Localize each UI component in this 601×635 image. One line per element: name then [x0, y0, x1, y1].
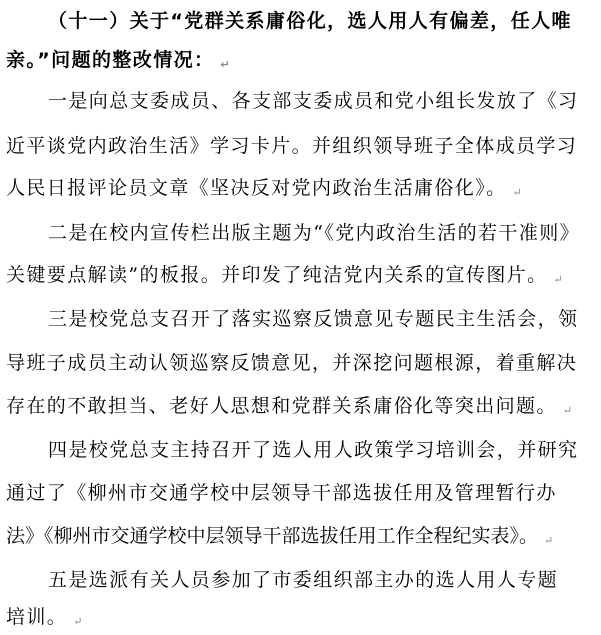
- paragraph-mark-icon: ↵: [562, 404, 573, 417]
- paragraph-text: 法》《柳州市交通学校中层领导干部选拔任用工作全程纪实表》。: [6, 525, 539, 547]
- paragraph-4-line-1: [48, 437, 578, 463]
- paragraph-2-line-2: [6, 262, 563, 293]
- paragraph-3-line-2: [6, 350, 577, 376]
- paragraph-3-line-1: [48, 306, 578, 332]
- paragraph-1-line-2: [6, 133, 577, 159]
- paragraph-4-line-3: [6, 523, 553, 554]
- paragraph-text: 存在的不敢担当、老好人思想和党群关系庸俗化等突出问题。: [6, 395, 557, 417]
- paragraph-3-line-3: [6, 393, 572, 424]
- paragraph-1-line-3: [6, 175, 522, 206]
- paragraph-2-line-1: [48, 220, 580, 246]
- paragraph-5-line-1: [48, 567, 558, 593]
- paragraph-text: 导班子成员主动认领巡察反馈意见，并深挖问题根源，着重解决: [6, 352, 578, 374]
- paragraph-mark-icon: ↵: [544, 534, 554, 547]
- paragraph-mark-icon: ↵: [220, 58, 230, 71]
- paragraph-text: 人民日报评论员文章《坚决反对党内政治生活庸俗化》。: [6, 177, 507, 199]
- section-heading-text-1: （十一）关于“党群关系庸俗化，选人用人有偏差，任人唯: [48, 10, 572, 32]
- section-heading-line-1: [48, 8, 572, 34]
- paragraph-text: 二是在校内宣传栏出版主题为“《党内政治生活的若干准则》: [48, 222, 581, 244]
- paragraph-text: 五是选派有关人员参加了市委组织部主办的选人用人专题: [48, 569, 559, 591]
- paragraph-mark-icon: ↵: [553, 273, 563, 286]
- paragraph-text: 四是校党总支主持召开了选人用人政策学习培训会，并研究: [48, 439, 579, 461]
- paragraph-text: 通过了《柳州市交通学校中层领导干部选拔任用及管理暂行办: [6, 482, 557, 504]
- paragraph-text: 关键要点解读”的板报。并印发了纯洁党内关系的宣传图片。: [6, 264, 548, 286]
- paragraph-mark-icon: ↵: [73, 615, 83, 628]
- paragraph-text: 近平谈党内政治生活》学习卡片。并组织领导班子全体成员学习: [6, 135, 578, 157]
- paragraph-5-line-2: [6, 604, 82, 635]
- paragraph-4-line-2: [6, 480, 557, 506]
- section-heading-line-2: [6, 47, 230, 78]
- paragraph-text: 三是校党总支召开了落实巡察反馈意见专题民主生活会，领: [48, 308, 579, 330]
- section-heading-text-2: 亲。”问题的整改情况：: [6, 49, 215, 71]
- paragraph-text: 一是向总支委成员、各支部支委成员和党小组长发放了《习: [48, 90, 579, 112]
- paragraph-text: 培训。: [6, 606, 68, 628]
- paragraph-mark-icon: ↵: [512, 186, 522, 199]
- paragraph-1-line-1: [48, 88, 578, 114]
